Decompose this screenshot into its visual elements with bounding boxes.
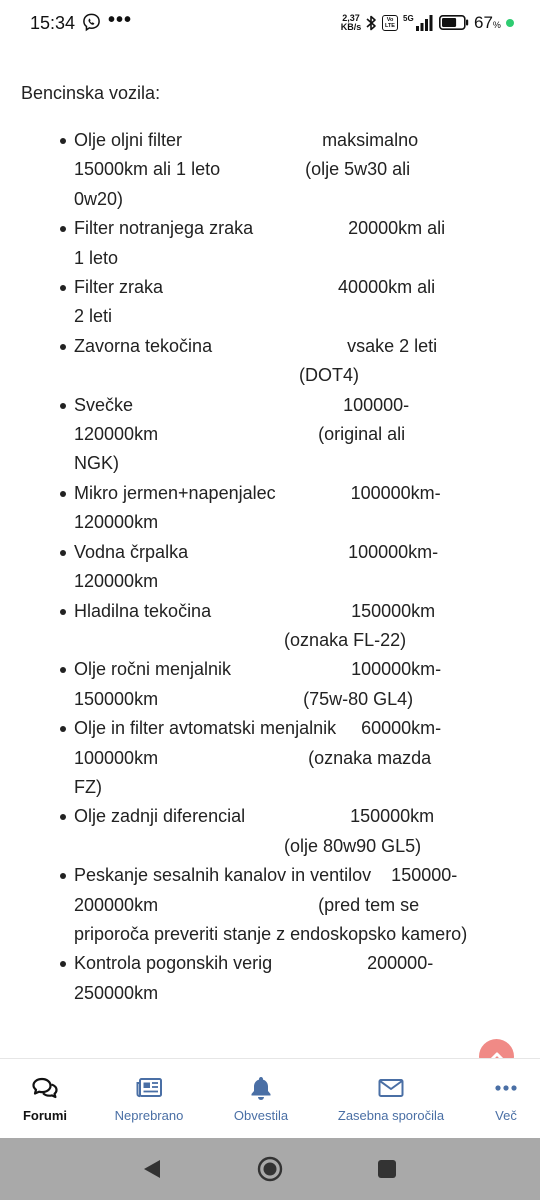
battery-icon	[439, 15, 469, 30]
network-type: 5G	[403, 14, 414, 23]
list-item: Peskanje sesalnih kanalov in ventilov 150000- 200000km (pred tem se priporoča preveriti stanje z endoskopsko kamero)	[74, 861, 524, 949]
bluetooth-icon	[365, 14, 377, 32]
back-icon[interactable]	[141, 1157, 163, 1181]
list-item: Vodna črpalka 100000km- 120000km	[74, 538, 524, 597]
bell-icon	[247, 1074, 275, 1102]
nav-zasebna-sporocila[interactable]	[330, 1059, 452, 1139]
post-heading: Bencinska vozila:	[21, 83, 161, 103]
system-navigation-bar	[0, 1138, 540, 1200]
maintenance-list	[74, 126, 524, 1008]
network-speed: 2,37 KB/s	[340, 13, 362, 32]
list-item: Zavorna tekočina vsake 2 leti (DOT4)	[74, 332, 524, 391]
list-item: Olje in filter avtomatski menjalnik 60000km- 100000km (oznaka mazda FZ)	[74, 714, 524, 802]
viber-icon	[82, 13, 101, 32]
bottom-navigation	[0, 1058, 540, 1138]
nav-vec[interactable]	[486, 1059, 526, 1139]
newspaper-icon	[135, 1074, 163, 1102]
home-icon[interactable]	[257, 1156, 283, 1182]
nav-neprebrano[interactable]	[104, 1059, 194, 1139]
list-item: Hladilna tekočina 150000km (oznaka FL-22)	[74, 597, 524, 656]
nav-label: Več	[495, 1108, 517, 1123]
nav-obvestila[interactable]	[225, 1059, 297, 1139]
list-item: Olje zadnji diferencial 150000km (olje 80w90 GL5)	[74, 802, 524, 861]
status-bar	[0, 0, 540, 46]
more-dots-icon: •••	[108, 9, 133, 31]
nav-label: Neprebrano	[114, 1108, 184, 1123]
signal-icon	[412, 14, 434, 31]
camera-indicator-dot	[506, 19, 514, 27]
status-time: 15:34	[30, 13, 76, 33]
list-item: Filter zraka 40000km ali 2 leti	[74, 273, 524, 332]
nav-label: Zasebna sporočila	[337, 1108, 445, 1123]
list-item: Filter notranjega zraka 20000km ali 1 leto	[74, 214, 524, 273]
list-item: Olje ročni menjalnik 100000km- 150000km (75w-80 GL4)	[74, 655, 524, 714]
list-item: Svečke 100000- 120000km (original ali NGK)	[74, 391, 524, 479]
list-item: Mikro jermen+napenjalec 100000km- 120000km	[74, 479, 524, 538]
recents-icon[interactable]	[376, 1158, 398, 1180]
list-item: Olje oljni filter maksimalno 15000km ali 1 leto (olje 5w30 ali 0w20)	[74, 126, 524, 214]
list-item: Kontrola pogonskih verig 200000- 250000km	[74, 949, 524, 1008]
chat-bubbles-icon	[31, 1074, 59, 1102]
envelope-icon	[377, 1074, 405, 1102]
battery-percent: 67%	[474, 13, 501, 32]
volte-badge: Vo LTE	[382, 15, 398, 31]
nav-forumi[interactable]	[18, 1059, 72, 1139]
nav-label: Forumi	[22, 1108, 68, 1123]
more-dots-icon	[492, 1074, 520, 1102]
nav-label: Obvestila	[233, 1108, 289, 1123]
post-content	[0, 46, 540, 1058]
